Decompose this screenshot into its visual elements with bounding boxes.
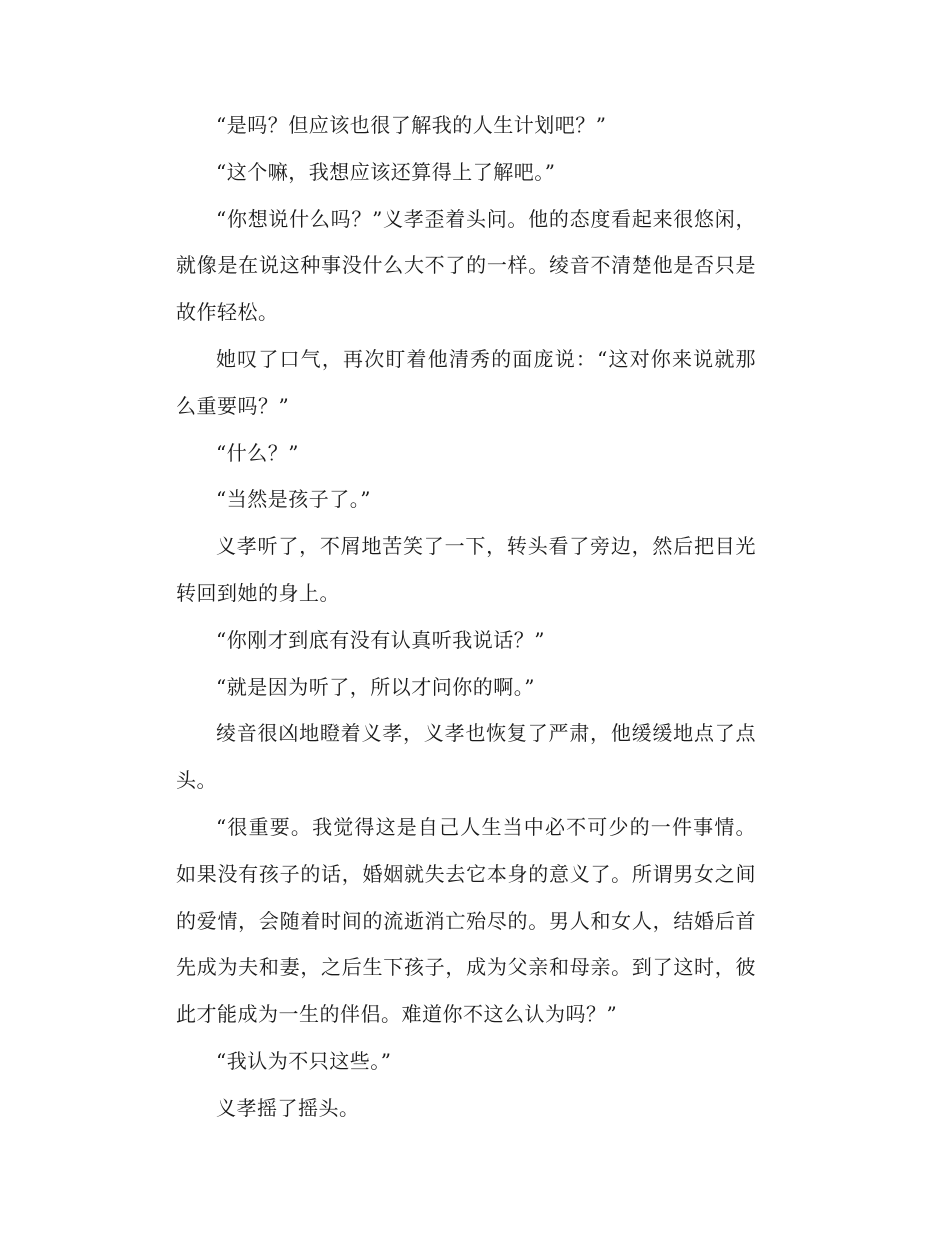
paragraph-7: 义孝听了，不屑地苦笑了一下，转头看了旁边，然后把目光转回到她的身上。 (176, 534, 756, 605)
paragraph-6: “当然是孩子了。” (216, 487, 371, 512)
paragraph-3: “你想说什么吗？”义孝歪着头问。他的态度看起来很悠闲，就像是在说这种事没什么大不了的一样。绫音不清楚他是否只是故作轻松。 (176, 206, 756, 325)
paragraph-5: “什么？” (216, 440, 299, 465)
paragraph-4: 她叹了口气，再次盯着他清秀的面庞说：“这对你来说就那么重要吗？” (176, 346, 756, 418)
paragraph-13: 义孝摇了摇头。 (216, 1095, 360, 1120)
paragraph-12: “我认为不只这些。” (216, 1048, 392, 1073)
paragraph-11: “很重要。我觉得这是自己人生当中必不可少的一件事情。如果没有孩子的话，婚姻就失去它本身的意义了。所谓男女之间的爱情，会随着时间的流逝消亡殆尽的。男人和女人，结婚后首先成为夫和妻，之后生下孩子，成为父亲和母亲。到了这时，彼此才能成为一生的伴侣。难道你不这么认为吗？” (176, 814, 756, 1027)
paragraph-1: “是吗？但应该也很了解我的人生计划吧？” (216, 113, 607, 137)
paragraph-2: “这个嘛，我想应该还算得上了解吧。” (216, 159, 556, 184)
document-body (176, 102, 756, 1132)
paragraph-8: “你刚才到底有没有认真听我说话？” (216, 627, 545, 652)
paragraph-9: “就是因为听了，所以才问你的啊。” (216, 674, 535, 699)
paragraph-10: 绫音很凶地瞪着义孝，义孝也恢复了严肃，他缓缓地点了点头。 (176, 721, 756, 793)
